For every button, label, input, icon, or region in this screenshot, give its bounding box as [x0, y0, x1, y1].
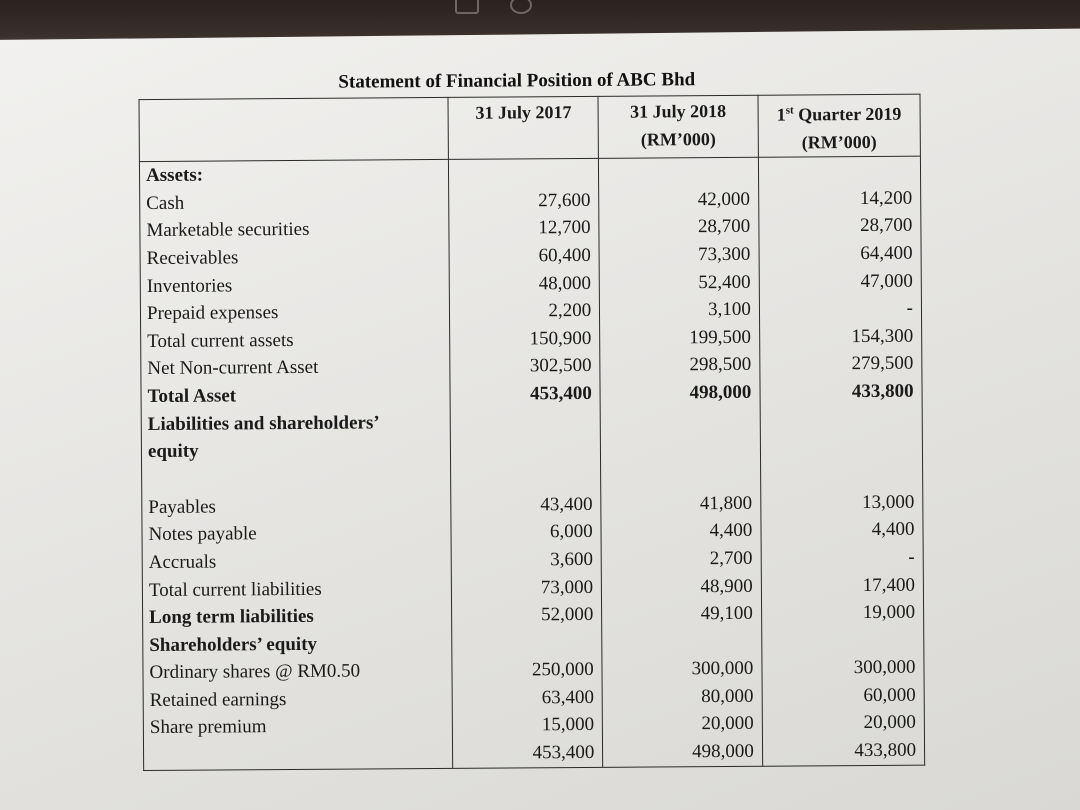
liabilities-heading-line1: Liabilities and shareholders’ [147, 411, 380, 435]
value-2018: 298,500 [689, 354, 752, 376]
value-q2019: 60,000 [863, 684, 916, 706]
gap [142, 464, 451, 494]
grand-total-2018: 498,000 [692, 740, 754, 763]
value-q2019: 19,000 [862, 601, 916, 624]
value-q2019: 4,400 [871, 518, 915, 541]
total-asset-2018: 498,000 [689, 381, 752, 404]
value-2017: 302,500 [529, 355, 592, 377]
header-q2019 [758, 94, 921, 157]
value-q2019: 279,500 [851, 353, 914, 375]
value-q2019: 17,400 [862, 574, 915, 596]
value-2018: 28,700 [697, 216, 751, 238]
header-label-cell [139, 97, 449, 161]
value-2017: 63,400 [541, 686, 594, 709]
asset-label: Net Non-current Asset [147, 357, 319, 380]
asset-label: Total current assets [147, 329, 294, 352]
value-2017: 43,400 [540, 493, 593, 515]
liability-label: Notes payable [148, 523, 257, 546]
financial-position-table [138, 94, 925, 771]
value-2017: 2,200 [548, 300, 592, 322]
long-term-label: Long term liabilities [149, 605, 314, 629]
value-2018: 42,000 [697, 188, 751, 210]
value-2018: 49,100 [700, 602, 753, 625]
equity-label: Retained earnings [149, 688, 287, 711]
value-2017: 15,000 [541, 714, 595, 736]
value-2017: 6,000 [549, 521, 593, 543]
grand-total-2017: 453,400 [532, 741, 595, 764]
value-2018: 52,400 [698, 271, 751, 293]
value-2018: 4,400 [709, 520, 753, 542]
column-q2019 [758, 156, 924, 766]
value-2017: 3,600 [550, 548, 594, 571]
value-2017: 73,000 [540, 576, 594, 598]
equity-heading: Shareholders’ equity [149, 633, 318, 656]
value-q2019: - [908, 546, 915, 568]
header-row [139, 94, 920, 162]
value-2017: 60,400 [538, 244, 591, 267]
value-2018: 300,000 [691, 658, 754, 680]
liabilities-heading-line2: equity [147, 440, 199, 463]
asset-label: Inventories [146, 274, 233, 297]
asset-label: Cash [146, 192, 185, 214]
total-asset-label: Total Asset [147, 385, 237, 407]
header-2017: 31 July 2017 [448, 96, 598, 159]
liability-label: Payables [148, 496, 216, 518]
equity-label: Ordinary shares @ RM0.50 [149, 660, 361, 684]
value-2018: 80,000 [701, 685, 754, 708]
assets-heading: Assets: [145, 164, 204, 187]
value-q2019: 13,000 [862, 491, 915, 513]
liability-label: Total current liabilities [148, 578, 322, 601]
value-2018: 41,800 [699, 492, 753, 514]
paper-sheet [0, 28, 1080, 810]
value-2018: 199,500 [689, 326, 752, 348]
value-q2019: 64,400 [860, 242, 913, 265]
header-2018-line1: 31 July 2018 [630, 100, 727, 122]
asset-label: Receivables [146, 247, 239, 269]
equity-label: Share premium [149, 716, 267, 739]
grand-total-label [144, 740, 453, 770]
value-q2019: - [906, 297, 914, 319]
header-q2019-line1: 1st Quarter 2019 [776, 103, 902, 125]
value-q2019: 14,200 [859, 187, 913, 209]
value-q2019: 300,000 [853, 656, 916, 679]
value-q2019: 28,700 [860, 215, 913, 237]
value-q2019: 47,000 [860, 270, 913, 292]
header-2018-line2: (RM’000) [640, 128, 716, 150]
value-2018: 48,900 [700, 575, 753, 597]
bezel-glyph [455, 0, 479, 14]
total-asset-2017: 453,400 [529, 382, 592, 405]
body-row [139, 156, 924, 770]
value-q2019: 20,000 [863, 712, 916, 734]
value-2018: 3,100 [707, 298, 751, 321]
grand-total-q2019: 433,800 [854, 739, 917, 762]
statement-title: Statement of Financial Position of ABC Bhd [338, 69, 696, 93]
statement-sheet [138, 56, 928, 764]
bezel-glyph-round [510, 0, 532, 14]
total-asset-q2019: 433,800 [851, 380, 914, 403]
asset-label: Marketable securities [146, 219, 310, 242]
value-2017: 52,000 [541, 604, 594, 626]
value-2017: 27,600 [538, 189, 591, 212]
value-2017: 250,000 [531, 659, 594, 681]
value-2018: 73,300 [698, 243, 751, 266]
value-2017: 48,000 [538, 272, 592, 294]
column-2017 [449, 159, 603, 768]
value-2018: 2,700 [709, 547, 753, 569]
value-2017: 12,700 [538, 217, 591, 239]
label-column [139, 160, 453, 771]
asset-label: Prepaid expenses [146, 302, 279, 325]
value-2017: 150,900 [529, 327, 592, 350]
value-q2019: 154,300 [851, 325, 914, 347]
header-2018 [598, 95, 758, 158]
column-2018 [599, 157, 763, 767]
value-2018: 20,000 [701, 713, 754, 735]
liability-label: Accruals [148, 551, 217, 573]
header-q2019-line2: (RM’000) [801, 131, 877, 153]
